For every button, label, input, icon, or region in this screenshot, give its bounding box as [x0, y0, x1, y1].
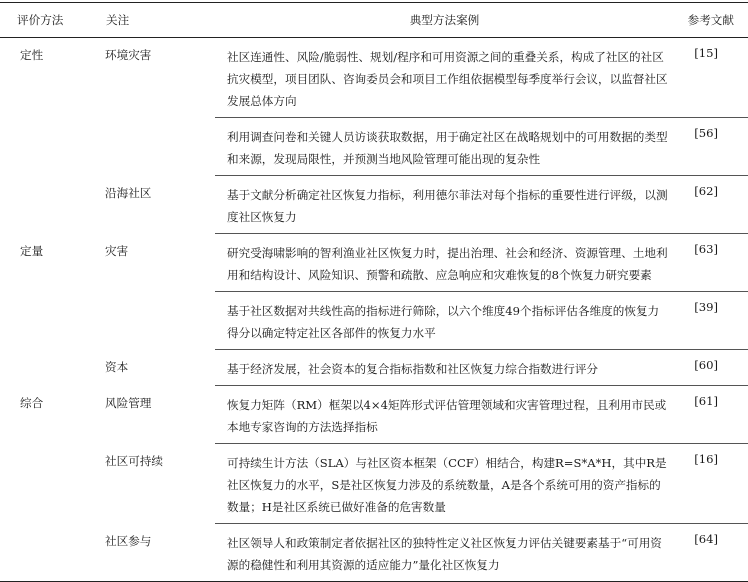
- table-header-row: [0, 3, 748, 38]
- header-reference: 参考文献: [674, 3, 748, 38]
- focus-cell: 社区参与: [97, 524, 215, 582]
- reference-cell: [39]: [674, 292, 748, 350]
- evaluation-methods-table: [0, 2, 748, 582]
- method-cell: [0, 350, 97, 386]
- reference-cell: [61]: [674, 386, 748, 444]
- case-cell: 研究受海啸影响的智利渔业社区恢复力时，提出治理、社会和经济、资源管理、土地利用和结构设计、风险知识、预警和疏散、应急响应和灾难恢复的8个恢复力研究要素: [215, 234, 674, 292]
- method-cell: 定性: [20, 48, 44, 62]
- method-cell: 定量: [20, 243, 44, 258]
- reference-cell: [56]: [674, 118, 748, 176]
- table-row: [0, 118, 748, 176]
- focus-cell: 风险管理: [105, 395, 152, 410]
- focus-cell: [97, 118, 215, 176]
- reference-cell: [62]: [674, 176, 748, 234]
- focus-cell: [97, 292, 215, 350]
- case-cell: 利用调查问卷和关键人员访谈获取数据，用于确定社区在战略规划中的可用数据的类型和来源，发现局限性，并预测当地风险管理可能出现的复杂性: [215, 118, 674, 176]
- method-cell: 综合: [20, 395, 44, 410]
- method-cell: [0, 118, 97, 176]
- table-row: [0, 176, 748, 234]
- focus-cell: 环境灾害: [105, 48, 152, 62]
- header-method: 评价方法: [0, 3, 97, 38]
- focus-cell: 沿海社区: [105, 185, 152, 200]
- case-cell: 社区连通性、风险/脆弱性、规划/程序和可用资源之间的重叠关系，构成了社区的社区抗灾模型，项目团队、咨询委员会和项目工作组依据模型每季度举行会议，以监督社区发展总体方向: [227, 50, 668, 108]
- method-cell: [0, 176, 97, 234]
- table-row: [0, 292, 748, 350]
- table-row: [0, 350, 748, 386]
- table-row: [0, 38, 748, 118]
- table-row: [0, 524, 748, 582]
- reference-cell: [60]: [674, 350, 748, 386]
- case-cell: 基于社区数据对共线性高的指标进行筛除，以六个维度49个指标评估各维度的恢复力得分以确定特定社区各部件的恢复力水平: [215, 292, 674, 350]
- table-row: [0, 386, 748, 444]
- focus-cell: 社区可持续: [105, 453, 163, 468]
- reference-cell: [15]: [694, 46, 718, 60]
- method-cell: [0, 524, 97, 582]
- case-cell: 基于文献分析确定社区恢复力指标，利用德尔菲法对每个指标的重要性进行评级，以测度社区恢复力: [215, 176, 674, 234]
- case-cell: 恢复力矩阵（RM）框架以4×4矩阵形式评估管理领域和灾害管理过程，且利用市民或本地专家咨询的方法选择指标: [215, 386, 674, 444]
- case-cell: 社区领导人和政策制定者依据社区的独特性定义社区恢复力评估关键要素基于“可用资源的稳健性和利用其资源的适应能力”量化社区恢复力: [215, 524, 674, 582]
- header-focus: 关注: [97, 3, 215, 38]
- focus-cell: 灾害: [105, 243, 129, 258]
- table-row: [0, 444, 748, 524]
- focus-cell: 资本: [105, 359, 129, 374]
- reference-cell: [64]: [674, 524, 748, 582]
- method-cell: [0, 292, 97, 350]
- case-cell: 基于经济发展，社会资本的复合指标指数和社区恢复力综合指数进行评分: [215, 350, 674, 386]
- table-row: [0, 234, 748, 292]
- header-case: 典型方法案例: [215, 3, 674, 38]
- reference-cell: [16]: [674, 444, 748, 524]
- reference-cell: [63]: [674, 234, 748, 292]
- method-cell: [0, 444, 97, 524]
- case-cell: 可持续生计方法（SLA）与社区资本框架（CCF）相结合，构建R=S*A*H，其中R是社区恢复力的水平，S是社区恢复力涉及的系统数量，A是各个系统可用的资产指标的数量；H是社区系统已做好准备的危害数量: [215, 444, 674, 524]
